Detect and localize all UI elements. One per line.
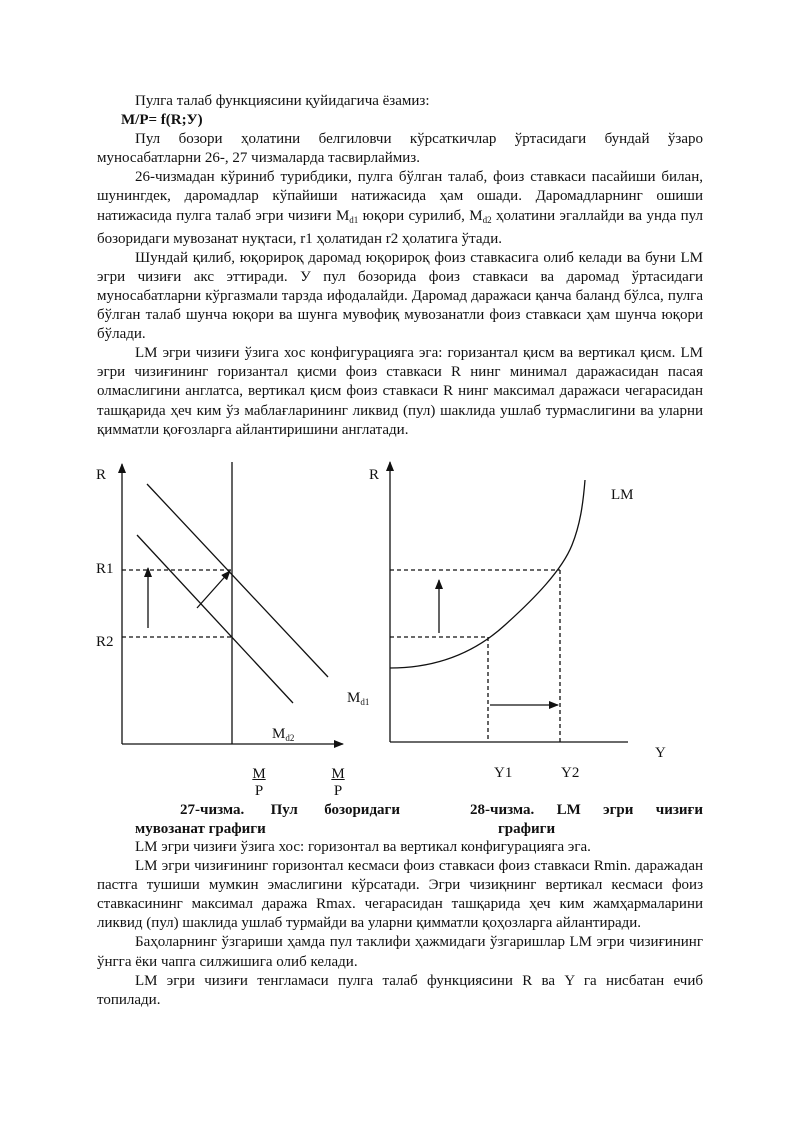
r2-label: R2 <box>96 634 114 650</box>
fig28-y-label: R <box>369 467 380 483</box>
md1-curve <box>147 484 328 677</box>
fig27-y-label: R <box>96 467 107 483</box>
paragraph: LM эгри чизиғи ўзига хос конфигурацияга эга: горизантал қисм ва вертикал қисм. LM эгри чизиғининг горизантал қисми фоиз ставкаси R нинг минимал даражасидан пасая олмаслигини англатса, вертикал қисм фоиз ставкаси R нинг максимал даражаси чегарасидан ташқарида ҳеч ким ўз маблағларининг ликвид (пул) шаклида ушлаб турмаслигини ва уларни қимматли қоғозларга айлантиришини англатади. <box>97 345 703 438</box>
m-over-p-2: $\frac{M}{P}$ <box>331 766 345 799</box>
closing-text <box>97 838 703 1010</box>
paragraph: Пулга талаб функциясини қуйидагича ёзамиз: <box>135 93 430 109</box>
paragraph: LM эгри чизиғи тенгламаси пулга талаб функциясини R ва Y га нисбатан ечиб топилади. <box>97 972 703 1008</box>
formula: M/P= f(R;У) <box>121 112 203 129</box>
y1-label: Y1 <box>494 765 513 781</box>
paragraph: Пул бозори ҳолатини белгиловчи кўрсаткичлар ўртасидаги бундай ўзаро муносабатларни 26-, 27 чизмаларда тасвирлаймиз. <box>97 131 703 167</box>
y2-label: Y2 <box>561 765 580 781</box>
m-over-p-1: $\frac{M}{P}$ <box>252 766 266 799</box>
shift-arrow-icon <box>197 571 230 608</box>
paragraph: LM эгри чизиғи ўзига хос: горизонтал ва вертикал конфигурацияга эга. <box>135 839 591 855</box>
caption-fig28: 28-чизма. LM эгри чизиғи графиги <box>470 802 703 837</box>
paragraph: Шундай қилиб, юқорироқ даромад юқорироқ фоиз ставкасига олиб келади ва буни LM эгри чизиғи акс эттиради. У пул бозорида фоиз ставкаси ва даромад ўртасидаги муносабатларни кўргазмали тарзда ифодалайди. Даромад даражаси қанча баланд бўлса, пулга бўлган талаб шунча юқори ва шунга мувофиқ мувозанатли фоиз ставкаси ҳам шунча юқори бўлади. <box>97 249 703 343</box>
main-text <box>97 92 703 440</box>
md2-label: $M_{d2}$ <box>272 726 295 743</box>
figures-drawing <box>0 450 800 810</box>
lm-label: LM <box>611 487 634 503</box>
md2-curve <box>137 535 293 703</box>
md1-label: $M_{d1}$ <box>347 690 370 707</box>
r1-label: R1 <box>96 561 114 577</box>
fig28-x-label: Y <box>655 745 666 761</box>
caption-fig27: 27-чизма. Пул бозоридаги мувозанат графиги <box>135 802 400 837</box>
paragraph: 26-чизмадан кўриниб турибдики, пулга бўлган талаб, фоиз ставкаси пасайиши билан, шунингдек, даромадлар кўпайиши натижасида ҳам ошади. Даромадларнинг ошиши натижасида пулга талаб эгри чизиғи $M_{d1}$ юқори сурилиб, $M_{d2}$ ҳолатини эгаллайди ва унда пул бозоридаги мувозанат нуқтаси, r1 ҳолатидан r2 ҳолатига ўтади. <box>97 169 703 247</box>
paragraph: LM эгри чизиғининг горизонтал кесмаси фоиз ставкаси фоиз ставкаси Rmin. даражадан пастга тушиши мумкин эмаслигини кўрсатади. Эгри чизиқнинг вертикал кесмаси фоиз ставкасининг максимал даража Rmax. чегарасидан ташқарида ҳеч ким жамҳармаларини ликвид (пул) шаклида ушлаб турмайди ва уларни қимматли қоҳозларга айлантиради. <box>97 858 703 932</box>
figures <box>0 450 800 810</box>
paragraph: Баҳоларнинг ўзгариши ҳамда пул таклифи ҳажмидаги ўзгаришлар LM эгри чизиғининг ўнгга ёки чапга силжишига олиб келади. <box>97 934 703 970</box>
